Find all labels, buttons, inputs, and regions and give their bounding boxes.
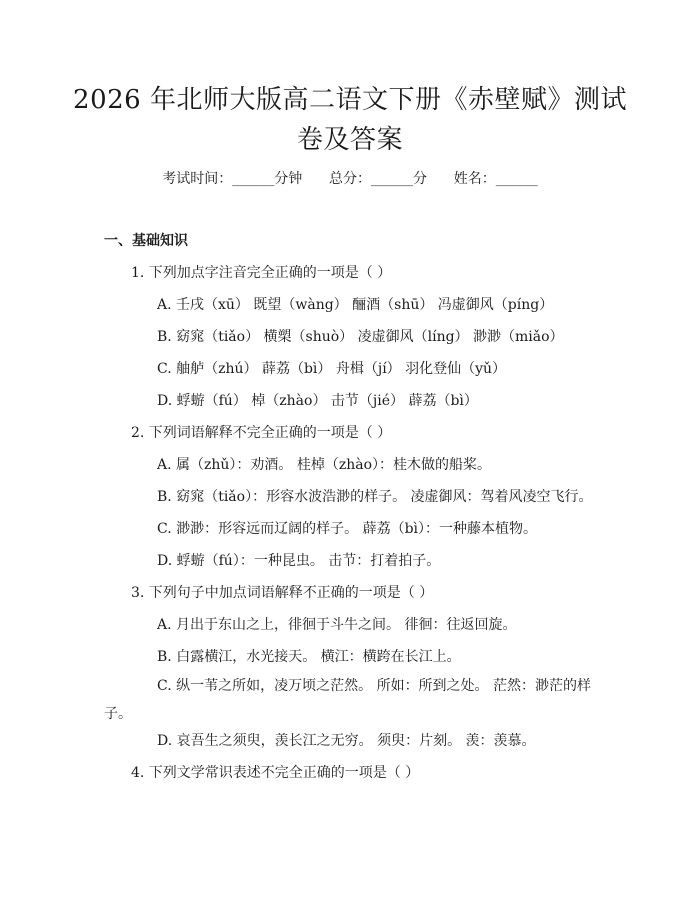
q1-option-b: B. 窈窕（tiǎo） 横槊（shuò） 凌虚御风（líng） 渺渺（miǎo）	[157, 329, 564, 345]
q2-option-a: A. 属（zhǔ）：劝酒。 桂棹（zhào）：桂木做的船桨。	[157, 457, 492, 473]
q3-option-c: C. 纵一苇之所如，凌万顷之茫然。 所如：所到之处。 茫然：渺茫的样子。	[104, 678, 592, 722]
q3-option-a: A. 月出于东山之上，徘徊于斗牛之间。 徘徊：往返回旋。	[157, 617, 517, 633]
q3-option-b: B. 白露横江，水光接天。 横江：横跨在长江上。	[157, 649, 461, 665]
q2-option-c: C. 渺渺：形容远而辽阔的样子。 薜荔（bì）：一种藤本植物。	[157, 521, 538, 537]
question-1: 1. 下列加点字注音完全正确的一项是（ ）	[131, 265, 392, 281]
q1-option-c: C. 舳舻（zhú） 薜荔（bì） 舟楫（jí） 羽化登仙（yǔ）	[157, 361, 507, 377]
exam-meta-line: 考试时间：______分钟 总分：______分 姓名：______	[162, 171, 538, 187]
page-title: 2026 年北师大版高二语文下册《赤壁赋》测试卷及答案	[73, 85, 627, 155]
question-3: 3. 下列句子中加点词语解释不正确的一项是（ ）	[131, 585, 434, 601]
section-heading: 一、基础知识	[104, 233, 188, 249]
q2-option-d: D. 蜉蝣（fú）：一种昆虫。 击节：打着拍子。	[157, 553, 441, 569]
q1-option-d: D. 蜉蝣（fú） 棹（zhào） 击节（jié） 薜荔（bì）	[157, 393, 478, 409]
question-2: 2. 下列词语解释不完全正确的一项是（ ）	[131, 425, 392, 441]
q1-option-a: A. 壬戌（xū） 既望（wàng） 酾酒（shū） 冯虚御风（píng）	[157, 297, 554, 313]
q2-option-b: B. 窈窕（tiǎo）：形容水波浩渺的样子。 凌虚御风：驾着风凌空飞行。	[157, 489, 593, 505]
question-4: 4. 下列文学常识表述不完全正确的一项是（ ）	[131, 765, 420, 781]
q3-option-d: D. 哀吾生之须臾，羡长江之无穷。 须臾：片刻。 羡：羡慕。	[157, 733, 536, 749]
